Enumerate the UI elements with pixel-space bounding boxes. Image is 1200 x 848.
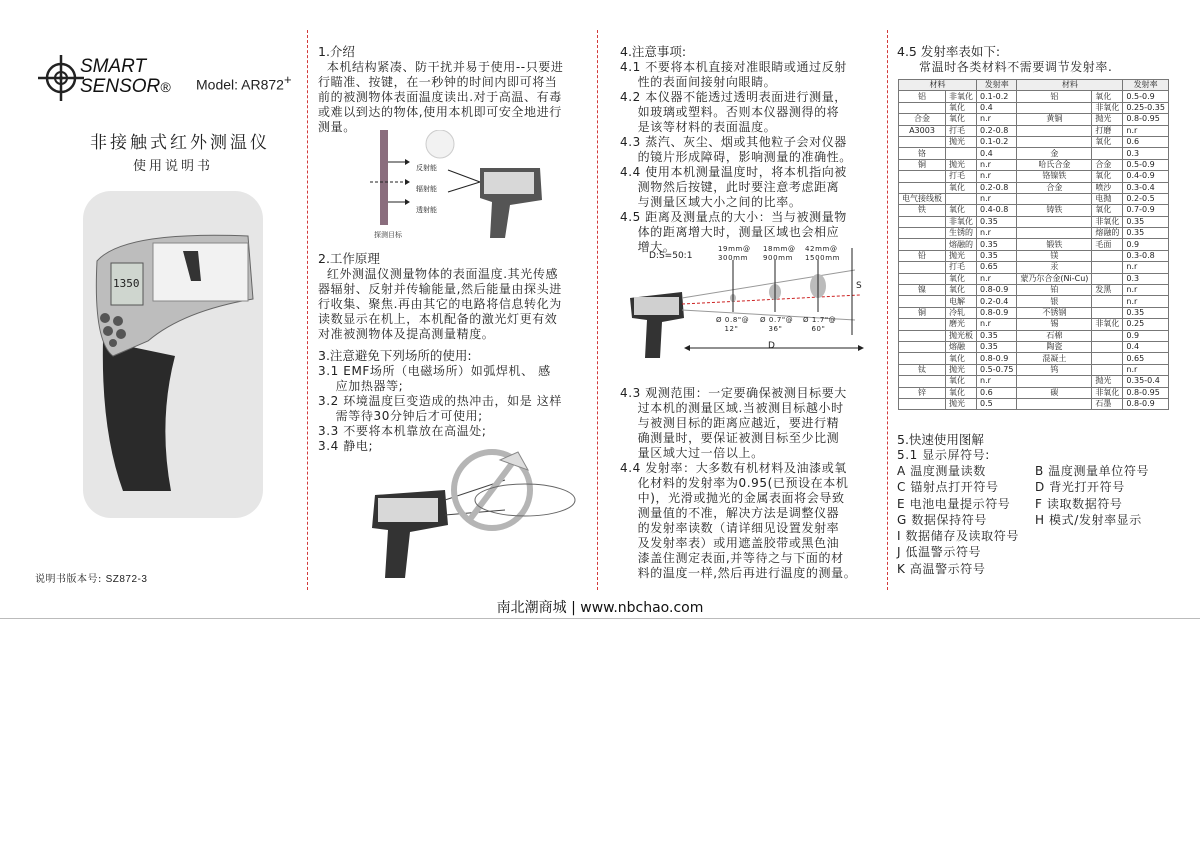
table-cell: 锌: [899, 387, 946, 398]
table-cell: n.r: [977, 193, 1017, 204]
fold-divider: [597, 30, 598, 590]
table-cell: [899, 398, 946, 409]
footer-watermark: 南北潮商城 | www.nbchao.com: [496, 600, 704, 616]
table-cell: 陶瓷: [1017, 341, 1092, 352]
symbol-e: E 电池电量提示符号: [897, 496, 1011, 511]
table-cell: [1017, 125, 1092, 136]
label-radiated-energy: 辐射能: [416, 185, 437, 193]
table-cell: 发黑: [1092, 285, 1123, 296]
table-row: [899, 262, 1169, 273]
manual-version: 说明书版本号: SZ872-3: [35, 574, 148, 585]
label-reflected-energy: 反射能: [416, 164, 437, 172]
smart-sensor-logo-icon: [38, 55, 84, 101]
table-cell: [1092, 296, 1123, 307]
table-cell: 0.3-0.4: [1123, 182, 1169, 193]
table-cell: [1092, 353, 1123, 364]
table-cell: n.r: [1123, 125, 1169, 136]
table-cell: 氧化: [1092, 171, 1123, 182]
table-row: [899, 193, 1169, 204]
table-row: [899, 273, 1169, 284]
table-cell: 磨光: [946, 319, 977, 330]
table-cell: 金: [1017, 148, 1092, 159]
table-cell: [1092, 330, 1123, 341]
table-cell: 0.9: [1123, 330, 1169, 341]
table-cell: 汞: [1017, 262, 1092, 273]
table-cell: [1092, 307, 1123, 318]
table-row: [899, 228, 1169, 239]
table-cell: n.r: [977, 376, 1017, 387]
table-cell: 钨: [1017, 364, 1092, 375]
table-cell: 氧化: [946, 387, 977, 398]
table-cell: 镍: [899, 285, 946, 296]
table-cell: n.r: [977, 319, 1017, 330]
table-cell: 0.9: [1123, 239, 1169, 250]
no-static-illustration: [350, 440, 580, 580]
table-cell: 抛光: [946, 250, 977, 261]
table-cell: 0.2-0.8: [977, 182, 1017, 193]
table-cell: [1017, 136, 1092, 147]
table-cell: [899, 319, 946, 330]
table-row: [899, 136, 1169, 147]
table-cell: 0.8-0.95: [1123, 387, 1169, 398]
product-subtitle: 使用说明书: [133, 159, 214, 174]
table-cell: 铝: [899, 91, 946, 102]
display-symbols-heading: 5.1 显示屏符号:: [897, 448, 990, 462]
table-cell: 非氧化: [1092, 102, 1123, 113]
table-cell: [1092, 273, 1123, 284]
label-transmitted-energy: 透射能: [416, 206, 437, 214]
table-cell: 0.3: [1123, 273, 1169, 284]
table-cell: 氧化: [946, 182, 977, 193]
fold-divider: [887, 30, 888, 590]
table-cell: [1092, 148, 1123, 159]
table-cell: 蒙乃尔合金(Ni-Cu): [1017, 273, 1092, 284]
table-cell: n.r: [1123, 262, 1169, 273]
col-header-material: 材料: [1017, 80, 1123, 91]
symbol-d: D 背光打开符号: [1035, 480, 1125, 495]
table-body: [899, 91, 1169, 410]
table-cell: n.r: [977, 159, 1017, 170]
table-cell: 氧化: [946, 285, 977, 296]
avoid-section: [318, 348, 592, 454]
table-cell: 打毛: [946, 171, 977, 182]
table-cell: n.r: [1123, 364, 1169, 375]
avoid-item: 3.3 不要将本机靠放在高温处;: [318, 424, 487, 438]
table-row: [899, 159, 1169, 170]
table-cell: [946, 193, 977, 204]
table-cell: 0.65: [1123, 353, 1169, 364]
table-cell: 0.25-0.35: [1123, 102, 1169, 113]
table-cell: 氧化: [946, 353, 977, 364]
table-cell: 石棉: [1017, 330, 1092, 341]
table-cell: [1017, 102, 1092, 113]
spot-mid-label: 18mm@ 900mm: [763, 245, 796, 262]
table-cell: [899, 228, 946, 239]
table-cell: [1017, 228, 1092, 239]
table-cell: [899, 296, 946, 307]
table-cell: 非氧化: [946, 91, 977, 102]
model-label: Model: AR872+: [196, 72, 292, 93]
table-cell: 氧化: [946, 273, 977, 284]
table-cell: 打毛: [946, 262, 977, 273]
table-cell: 抛光: [946, 364, 977, 375]
table-row: [899, 330, 1169, 341]
table-cell: 铜: [899, 159, 946, 170]
table-cell: [899, 216, 946, 227]
table-cell: 0.5-0.75: [977, 364, 1017, 375]
table-cell: [899, 182, 946, 193]
table-cell: 抛光: [1092, 376, 1123, 387]
symbol-k: K 高温警示符号: [897, 561, 986, 576]
table-cell: 0.8-0.9: [977, 285, 1017, 296]
table-row: [899, 250, 1169, 261]
table-cell: [1017, 398, 1092, 409]
table-cell: 混凝土: [1017, 353, 1092, 364]
table-cell: 合金: [1017, 182, 1092, 193]
table-cell: [1017, 376, 1092, 387]
table-cell: 铅: [899, 250, 946, 261]
table-cell: [899, 376, 946, 387]
table-cell: 锡: [1017, 319, 1092, 330]
table-cell: [899, 262, 946, 273]
table-cell: 熔融: [946, 341, 977, 352]
table-cell: 0.35: [977, 216, 1017, 227]
table-cell: 0.1-0.2: [977, 136, 1017, 147]
emissivity-section: [897, 44, 1192, 75]
table-cell: 0.2-0.5: [1123, 193, 1169, 204]
table-row: [899, 205, 1169, 216]
table-cell: 0.35: [977, 330, 1017, 341]
table-cell: 0.35: [1123, 216, 1169, 227]
table-cell: 电气接线板: [899, 193, 946, 204]
footer-rule: [0, 618, 1200, 619]
table-cell: 非氧化: [1092, 319, 1123, 330]
table-cell: 氧化: [946, 114, 977, 125]
precaution-item: 4.3 蒸汽、灰尘、烟或其他粒子会对仪器 的镜片形成障碍，影响测量的准确性。: [620, 135, 852, 164]
table-row: [899, 398, 1169, 409]
table-cell: 镁: [1017, 250, 1092, 261]
table-cell: 喷沙: [1092, 182, 1123, 193]
table-cell: n.r: [1123, 285, 1169, 296]
table-cell: 非氧化: [946, 216, 977, 227]
table-row: [899, 171, 1169, 182]
symbol-f: F 读取数据符号: [1035, 496, 1123, 511]
table-cell: 0.5-0.9: [1123, 159, 1169, 170]
table-cell: 抛光板: [946, 330, 977, 341]
symbol-b: B 温度测量单位符号: [1035, 464, 1150, 478]
table-cell: [899, 136, 946, 147]
spot-far-label: 42mm@ 1500mm: [805, 245, 841, 262]
table-cell: 铜: [899, 307, 946, 318]
table-cell: [899, 171, 946, 182]
table-cell: 0.4-0.9: [1123, 171, 1169, 182]
table-row: [899, 285, 1169, 296]
table-cell: 抛光: [946, 398, 977, 409]
table-row: [899, 387, 1169, 398]
precautions-section: [620, 44, 885, 255]
symbol-i: I 数据储存及读取符号: [897, 529, 1019, 544]
registered-mark: ®: [160, 79, 171, 95]
table-cell: 0.65: [977, 262, 1017, 273]
table-cell: n.r: [977, 171, 1017, 182]
symbol-g: G 数据保持符号: [897, 512, 987, 527]
table-row: [899, 91, 1169, 102]
table-row: [899, 296, 1169, 307]
table-row: [899, 125, 1169, 136]
table-cell: 合金: [1092, 159, 1123, 170]
section-heading: 2.工作原理: [318, 251, 380, 266]
target-label: 探测目标: [374, 231, 402, 239]
table-cell: 0.6: [977, 387, 1017, 398]
table-row: [899, 216, 1169, 227]
product-title: 非接触式红外测温仪: [90, 133, 270, 153]
table-row: [899, 376, 1169, 387]
table-cell: 氧化: [1092, 91, 1123, 102]
avoid-item: 3.4 静电;: [318, 439, 374, 453]
precaution-item: 4.5 距离及测量点的大小：当与被测量物 体的距离增大时，测量区域也会相应 增大。: [620, 210, 847, 254]
section-heading: 4.5 发射率表如下:: [897, 44, 1001, 59]
table-cell: 电抛: [1092, 193, 1123, 204]
table-cell: 银: [1017, 296, 1092, 307]
principle-section: [318, 251, 592, 342]
table-row: [899, 239, 1169, 250]
table-cell: 0.35: [977, 239, 1017, 250]
table-cell: 氧化: [946, 102, 977, 113]
emissivity-text: 4.4 发射率：大多数有机材料及油漆或氧 化材料的发射率为0.95(已预设在本机 中)，光滑或抛光的金属表面将会导致 测量值的不准，解决方法是调整仪器 的发射率读数（请详细见设置发射率 及发射率表）或用遮盖胶带或黑色油 漆盖住测定表面,并等待之与下面的材 料的温度一样,然后再进行温度的测量。: [620, 461, 857, 580]
table-row: [899, 319, 1169, 330]
col-header-emissivity: 发射率: [1123, 80, 1169, 91]
table-row: [899, 148, 1169, 159]
thermometer-device-icon: [83, 191, 263, 518]
table-cell: A3003: [899, 125, 946, 136]
section-heading: 5.快速使用图解: [897, 432, 984, 447]
principle-body: 红外测温仪测量物体的表面温度.其光传感 器辐射、反射并传输能量,然后能量由探头进 行收集、聚焦.再由其它的电路将信息转化为 读数显示在机上，本机配备的激光灯更有效 对准被测物体及提高测量精度。: [318, 267, 562, 341]
table-cell: [899, 239, 946, 250]
table-cell: 0.25: [1123, 319, 1169, 330]
table-cell: 毛面: [1092, 239, 1123, 250]
symbol-j: J 低温警示符号: [897, 545, 982, 560]
table-cell: 铝: [1017, 91, 1092, 102]
table-row: [899, 114, 1169, 125]
dim-d-label: D: [768, 341, 775, 351]
table-cell: 铬镍铁: [1017, 171, 1092, 182]
table-row: [899, 341, 1169, 352]
table-cell: 0.4: [977, 148, 1017, 159]
table-cell: 0.35: [1123, 307, 1169, 318]
table-cell: 氧化: [1092, 205, 1123, 216]
table-cell: 抛光: [1092, 114, 1123, 125]
table-row: [899, 353, 1169, 364]
symbol-a: A 温度测量读数: [897, 464, 986, 478]
table-row: [899, 307, 1169, 318]
energy-labels: [416, 158, 437, 221]
brand-line-2: SENSOR: [80, 76, 161, 97]
table-cell: 非氧化: [1092, 387, 1123, 398]
table-cell: 0.4: [977, 102, 1017, 113]
observation-range-text: 4.3 观测范围：一定要确保被测目标要大 过本机的测量区域.当被测目标越小时 与被测目标的距离应越近，要进行精 确测量时，要保证被测目标至少比测 量区域大过一倍以上。: [620, 386, 847, 460]
spot-near-label: 19mm@ 300mm: [718, 245, 751, 262]
section-heading: 3.注意避免下列场所的使用:: [318, 348, 472, 363]
table-cell: 0.8-0.95: [1123, 114, 1169, 125]
table-cell: 0.7-0.9: [1123, 205, 1169, 216]
table-cell: 0.1-0.2: [977, 91, 1017, 102]
table-cell: 哈氏合金: [1017, 159, 1092, 170]
table-cell: 0.35-0.4: [1123, 376, 1169, 387]
table-cell: 抛光: [946, 136, 977, 147]
table-cell: 冷轧: [946, 307, 977, 318]
spot-far-inch: Ø 1.7"@ 60": [803, 316, 837, 333]
table-header-row: [899, 80, 1169, 91]
table-cell: 非氧化: [1092, 216, 1123, 227]
observation-section: [620, 386, 885, 581]
col-header-emissivity: 发射率: [977, 80, 1017, 91]
emissivity-table: [898, 79, 1169, 410]
table-cell: 氧化: [946, 376, 977, 387]
table-cell: [899, 273, 946, 284]
precaution-item: 4.1 不要将本机直接对准眼睛或通过反射 性的表面间接射向眼睛。: [620, 60, 847, 89]
energy-diagram: [370, 130, 590, 240]
table-cell: 0.5: [977, 398, 1017, 409]
table-cell: 抛光: [946, 159, 977, 170]
spot-near-inch: Ø 0.8"@ 12": [716, 316, 750, 333]
emissivity-note: 常温时各类材料不需要调节发射率.: [919, 60, 1113, 74]
table-cell: 0.35: [977, 250, 1017, 261]
symbol-c: C 锚射点打开符号: [897, 480, 999, 495]
brand-name: [80, 57, 171, 97]
table-cell: [1092, 341, 1123, 352]
table-cell: [1017, 216, 1092, 227]
table-cell: 氧化: [946, 205, 977, 216]
device-screen-reading: 1350: [113, 277, 140, 290]
table-cell: 铁: [899, 205, 946, 216]
table-cell: 0.35: [1123, 228, 1169, 239]
table-cell: 合金: [899, 114, 946, 125]
table-cell: 0.3: [1123, 148, 1169, 159]
precaution-item: 4.4 使用本机测量温度时，将本机指向被 测物然后按键，此时要注意考虑距离 与测量区域大小之间的比率。: [620, 165, 847, 209]
table-cell: n.r: [977, 273, 1017, 284]
table-cell: [1017, 193, 1092, 204]
table-cell: [946, 148, 977, 159]
symbol-h: H 模式/发射率显示: [1035, 512, 1142, 527]
table-cell: 生锈的: [946, 228, 977, 239]
section-heading: 1.介绍: [318, 44, 355, 59]
table-cell: 0.35: [977, 341, 1017, 352]
table-cell: 黄铜: [1017, 114, 1092, 125]
table-cell: [899, 102, 946, 113]
spot-mid-inch: Ø 0.7"@ 36": [760, 316, 794, 333]
dim-s-label: S: [856, 281, 862, 291]
precaution-item: 4.2 本仪器不能透过透明表面进行测量， 如玻璃或塑料。否则本仪器测得的将 是该等材料的表面温度。: [620, 90, 847, 134]
table-cell: 不锈钢: [1017, 307, 1092, 318]
table-cell: [899, 341, 946, 352]
table-cell: 0.5-0.9: [1123, 91, 1169, 102]
table-cell: 0.8-0.9: [1123, 398, 1169, 409]
table-cell: [1092, 262, 1123, 273]
table-cell: 0.3-0.8: [1123, 250, 1169, 261]
table-row: [899, 102, 1169, 113]
table-cell: 铬: [899, 148, 946, 159]
table-cell: 打毛: [946, 125, 977, 136]
table-cell: [899, 353, 946, 364]
table-cell: 碳: [1017, 387, 1092, 398]
table-cell: n.r: [1123, 296, 1169, 307]
table-cell: 0.8-0.9: [977, 353, 1017, 364]
table-row: [899, 182, 1169, 193]
section-heading: 4.注意事项:: [620, 44, 687, 59]
avoid-item: 3.2 环境温度巨变造成的热冲击，如是 这样 需等待30分钟后才可使用;: [318, 394, 562, 423]
table-cell: [1092, 364, 1123, 375]
table-cell: 电解: [946, 296, 977, 307]
table-cell: 熔融的: [946, 239, 977, 250]
table-cell: 0.2-0.4: [977, 296, 1017, 307]
table-cell: 0.4: [1123, 341, 1169, 352]
table-cell: 0.2-0.8: [977, 125, 1017, 136]
table-cell: n.r: [977, 228, 1017, 239]
table-cell: [899, 330, 946, 341]
table-cell: 熔融的: [1092, 228, 1123, 239]
intro-body: 本机结构紧凑、防干扰并易于使用--只要进 行瞄准、按键，在一秒钟的时间内即可将当 前的被测物体表面温度读出.对于高温、有毒 或难以到达的物体,使用本机即可安全地进行 测量。: [318, 60, 564, 134]
table-cell: 钛: [899, 364, 946, 375]
col-header-material: 材料: [899, 80, 977, 91]
table-cell: [1092, 250, 1123, 261]
brand-line-1: SMART: [80, 56, 147, 77]
table-cell: 铸铁: [1017, 205, 1092, 216]
table-cell: 打磨: [1092, 125, 1123, 136]
table-cell: 0.4-0.8: [977, 205, 1017, 216]
table-cell: 石墨: [1092, 398, 1123, 409]
table-cell: 0.6: [1123, 136, 1169, 147]
table-cell: n.r: [977, 114, 1017, 125]
avoid-item: 3.1 EMF场所（电磁场所）如弧焊机、 感 应加热器等;: [318, 364, 551, 393]
quick-guide-section: [897, 432, 1187, 576]
table-cell: 0.8-0.9: [977, 307, 1017, 318]
intro-section: [318, 44, 592, 135]
table-cell: 氧化: [1092, 136, 1123, 147]
table-cell: 锻铁: [1017, 239, 1092, 250]
fold-divider: [307, 30, 308, 590]
table-row: [899, 364, 1169, 375]
ds-ratio-label: D:S=50:1: [649, 251, 693, 261]
table-cell: 铂: [1017, 285, 1092, 296]
